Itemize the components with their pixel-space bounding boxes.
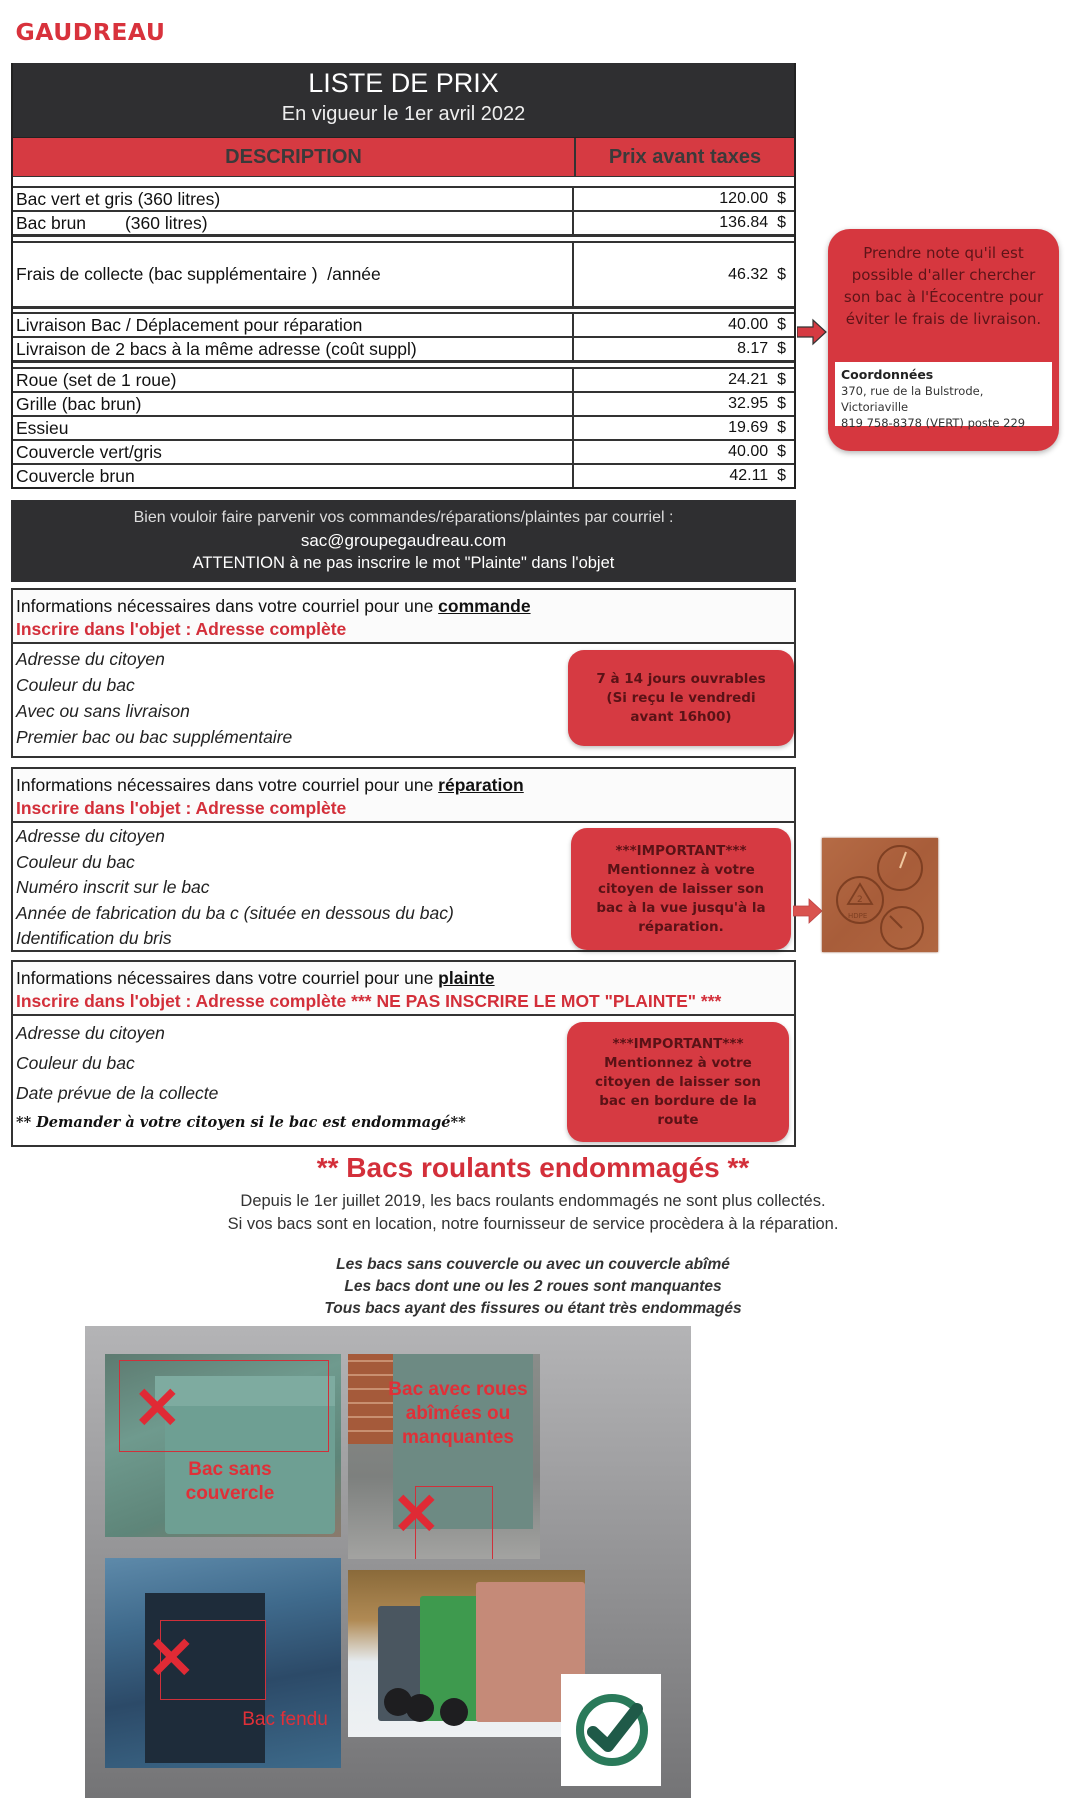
list-item: Adresse du citoyen [16,649,165,669]
repair-important-bubble: ***IMPORTANT*** Mentionnez à votre citoyen de laisser son bac à la vue jusqu'à la réparation. [571,828,791,950]
list-item: Année de fabrication du ba c (située en dessous du bac) [16,902,454,923]
coordinates-title: Coordonnées [841,367,934,382]
photo-label: Bac avec roues abîmées ou manquantes [388,1379,528,1448]
list-item: Couleur du bac [16,851,135,872]
photo-label: Bac sans couvercle [185,1459,275,1504]
table-spacer [13,236,794,243]
row-price: 24.21 $ [728,371,786,388]
row-description: Frais de collecte (bac supplémentaire ) /année [13,243,574,306]
section-subject-rule: Inscrire dans l'objet : Adresse complète [16,798,347,818]
complaint-important-bubble: ***IMPORTANT*** Mentionnez à votre citoyen de laisser son bac en bordure de la route [567,1022,789,1142]
svg-text:HDPE: HDPE [848,912,868,920]
arrow-right-icon [797,318,827,346]
coordinates-box [835,362,1052,430]
list-item: Adresse du citoyen [16,1023,165,1043]
section-commande [11,588,796,758]
table-row [13,465,794,487]
row-description: Bac vert et gris (360 litres) [13,188,574,210]
section-items [13,1016,794,1146]
x-mark-icon: ✕ [133,1376,182,1441]
row-price: 136.84 $ [719,214,786,231]
damaged-bins-paragraph: Depuis le 1er juillet 2019, les bacs roulants endommagés ne sont plus collectés. [240,1192,826,1210]
criteria-item: Les bacs sans couvercle ou avec un couvercle abîmé [336,1256,730,1273]
section-intro: Informations nécessaires dans votre courriel pour une [16,596,439,616]
arrow-right-icon [793,898,823,924]
table-spacer [13,176,794,188]
list-item: Avec ou sans livraison [16,701,190,721]
column-header-price: Prix avant taxes [608,146,762,168]
note-message: Prendre note qu'il est possible d'aller chercher son bac à l'Écocentre pour éviter le frais de livraison. [843,244,1044,328]
row-description: Couvercle vert/gris [13,441,574,463]
section-subject-rule: Inscrire dans l'objet : Adresse complète [16,619,347,639]
ecocentre-note [828,229,1059,451]
recycling-date-stamp-icon [822,838,938,952]
table-spacer [13,362,794,369]
coordinates-address: 370, rue de la Bulstrode, Victoriaville [841,384,984,414]
list-item: Couleur du bac [16,1053,135,1073]
list-item: Adresse du citoyen [16,826,165,846]
section-items [13,644,794,764]
section-intro: Informations nécessaires dans votre courriel pour une [16,968,439,988]
list-item: Identification du bris [16,928,172,948]
column-header-description: DESCRIPTION [13,138,576,176]
bin-date-stamp-image [822,838,938,952]
photo-label: Bac fendu [242,1709,328,1730]
section-keyword: réparation [438,775,524,795]
row-price: 19.69 $ [728,419,786,436]
price-list-header [13,63,794,137]
section-plainte [11,960,796,1147]
list-item: Numéro inscrit sur le bac [16,877,210,897]
checkmark-circle-icon [561,1674,661,1786]
column-headers [13,137,794,176]
table-row [13,212,794,236]
price-list-subtitle: En vigueur le 1er avril 2022 [281,103,526,125]
damaged-bin-footnote: ** Demander à votre citoyen si le bac est endommagé** [16,1114,466,1131]
table-row [13,369,794,393]
section-header [13,962,794,1016]
row-price: 40.00 $ [728,316,786,333]
svg-text:2: 2 [857,895,863,905]
list-item: Couleur du bac [16,675,135,695]
criteria-item: Les bacs dont une ou les 2 roues sont manquantes [344,1278,722,1295]
table-row [13,188,794,212]
email-address-link[interactable]: sac@groupegaudreau.com [300,531,507,550]
list-item: Premier bac ou bac supplémentaire [16,727,293,747]
section-header [13,590,794,644]
photo-bin-damaged-wheels [348,1354,540,1559]
table-row [13,338,794,362]
damaged-bins-title: ** Bacs roulants endommagés ** [316,1152,750,1183]
table-row [13,417,794,441]
x-mark-icon: ✕ [392,1482,441,1547]
row-description: Grille (bac brun) [13,393,574,415]
coordinates-phone: 819 758-8378 (VERT) poste 229 [841,416,1026,430]
criteria-item: Tous bacs ayant des fissures ou étant très endommagés [324,1300,742,1317]
row-description: Couvercle brun [13,465,574,487]
table-row [13,243,794,308]
damaged-bins-collage [85,1326,691,1798]
price-list-title: LISTE DE PRIX [308,68,499,98]
table-row [13,441,794,465]
section-keyword: plainte [438,968,495,988]
row-description: Bac brun (360 litres) [13,212,574,234]
row-price: 120.00 $ [719,190,786,207]
section-items [13,823,794,953]
section-keyword: commande [438,596,531,616]
delivery-time-bubble: 7 à 14 jours ouvrables (Si reçu le vendredi avant 16h00) [568,650,794,746]
row-description: Livraison de 2 bacs à la même adresse (coût suppl) [13,338,574,360]
price-table [11,63,796,489]
table-row [13,393,794,417]
rental-repair-paragraph: Si vos bacs sont en location, notre fournisseur de service procèdera à la réparation. [227,1215,839,1233]
row-price: 32.95 $ [728,395,786,412]
row-description: Roue (set de 1 roue) [13,369,574,391]
row-description: Essieu [13,417,574,439]
section-subject-rule: Inscrire dans l'objet : Adresse complète *** NE PAS INSCRIRE LE MOT "PLAINTE" *** [16,991,722,1011]
photo-cracked-bin [105,1558,341,1768]
row-price: 8.17 $ [737,340,786,357]
photo-bin-without-lid [105,1354,341,1537]
table-row [13,314,794,338]
email-attention-text: ATTENTION à ne pas inscrire le mot "Plainte" dans l'objet [192,554,615,572]
email-instructions [11,500,796,582]
row-price: 46.32 $ [728,266,786,283]
section-reparation [11,767,796,952]
email-instruction-text: Bien vouloir faire parvenir vos commandes/réparations/plaintes par courriel : [133,509,674,526]
approved-check-badge [561,1674,661,1786]
section-header [13,769,794,823]
section-intro: Informations nécessaires dans votre courriel pour une [16,775,439,795]
x-mark-icon: ✕ [147,1626,196,1691]
row-price: 40.00 $ [728,443,786,460]
list-item: Date prévue de la collecte [16,1083,219,1103]
row-price: 42.11 $ [729,467,786,484]
row-description: Livraison Bac / Déplacement pour réparation [13,314,574,336]
gaudreau-logo: GAUDREAU [15,20,166,46]
photo-good-bins [348,1570,585,1737]
